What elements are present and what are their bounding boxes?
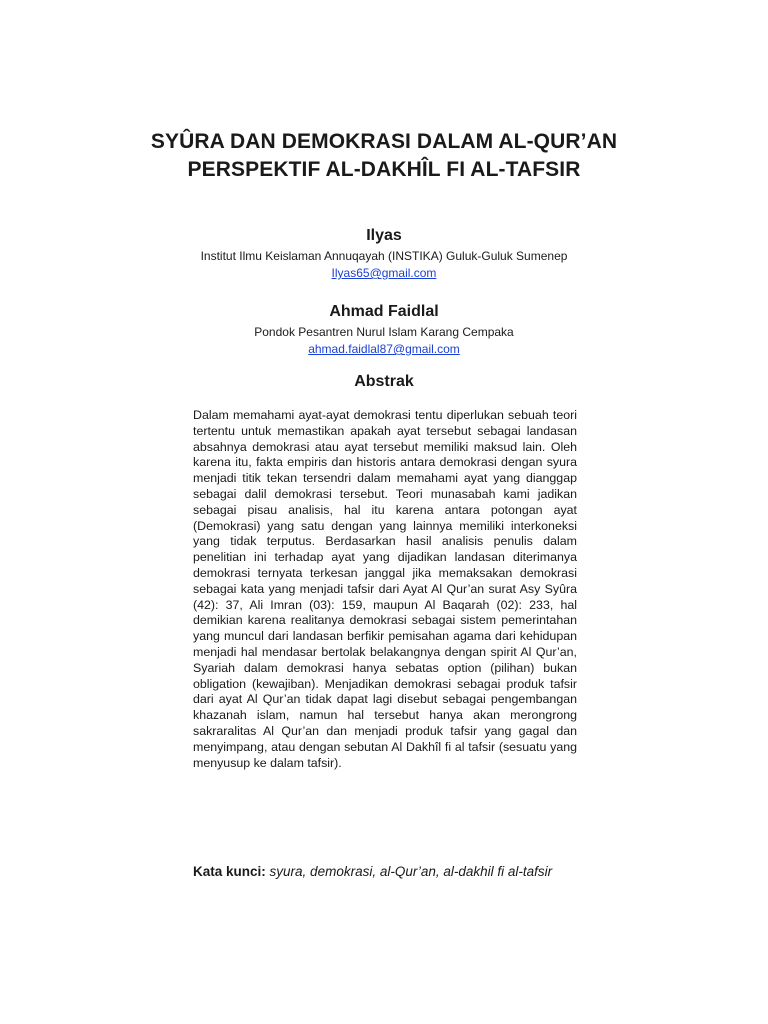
paper-title-line-1: SYÛRA DAN DEMOKRASI DALAM AL-QUR’AN [150, 130, 618, 153]
keywords-line [193, 863, 633, 881]
abstract-body: Dalam memahami ayat-ayat demokrasi tentu diperlukan sebuah teori tertentu untuk memastikan apakah ayat tersebut sebagai landasan absahnya demokrasi atau ayat tersebut memiliki maksud lain. Oleh karena itu, fakta empiris dan historis antara demokrasi dengan syura menjadi titik tekan tersendri dalam memahami ayat yang dianggap sebagai dalil demokrasi tersebut. Teori munasabah kami jadikan sebagai pisau analisis, hal itu karena antara potongan ayat (Demokrasi) yang satu dengan yang lainnya memiliki interkoneksi yang tidak terputus. Berdasarkan hasil analisis penulis dalam penelitian ini terhadap ayat yang dijadikan landasan diterimanya demokrasi ternyata terkesan janggal jika memaksakan demokrasi sebagai kata yang menjadi tafsir dari Ayat Al Qur’an surat Asy Syûra (42): 37, Ali Imran (03): 159, maupun Al Baqarah (02): 233, hal demikian karena realitanya demokrasi sebagai sistem pemerintahan yang muncul dari landasan berfikir pemisahan agama dari kehidupan menjadi hal mendasar bertolak belakangnya dengan spirit Al Qur’an, Syariah dalam demokrasi hanya sebatas option (pilihan) bukan obligation (kewajiban). Menjadikan demokrasi sebagai produk tafsir dari ayat Al Qur’an tidak dapat lagi disebut sebagai pengembangan khazanah islam, namun hal tersebut hanya akan merongrong sakraralitas Al Qur’an dan menjadi produk tafsir yang gagal dan menyimpang, atau dengan sebutan Al Dakhîl fi al tafsir (sesuatu yang menyusup ke dalam tafsir). [193, 408, 577, 770]
author-email-link[interactable]: ahmad.faidlal87@gmail.com [308, 342, 460, 356]
author-email-link[interactable]: Ilyas65@gmail.com [331, 266, 437, 280]
author-block-2 [40, 302, 728, 358]
author-affiliation: Institut Ilmu Keislaman Annuqayah (INSTIKA) Guluk-Guluk Sumenep [200, 249, 568, 263]
paper-title [40, 128, 728, 184]
keywords-text: syura, demokrasi, al-Qur’an, al-dakhil fi al-tafsir [269, 864, 553, 879]
author-affiliation: Pondok Pesantren Nurul Islam Karang Cempaka [254, 325, 514, 339]
author-name: Ahmad Faidlal [329, 303, 439, 320]
author-name: Ilyas [366, 227, 402, 244]
abstract-heading: Abstrak [354, 373, 414, 390]
keywords-label: Kata kunci: [193, 864, 266, 879]
author-block-1 [40, 226, 728, 282]
paper-title-line-2: PERSPEKTIF AL-DAKHÎL FI AL-TAFSIR [187, 158, 581, 181]
